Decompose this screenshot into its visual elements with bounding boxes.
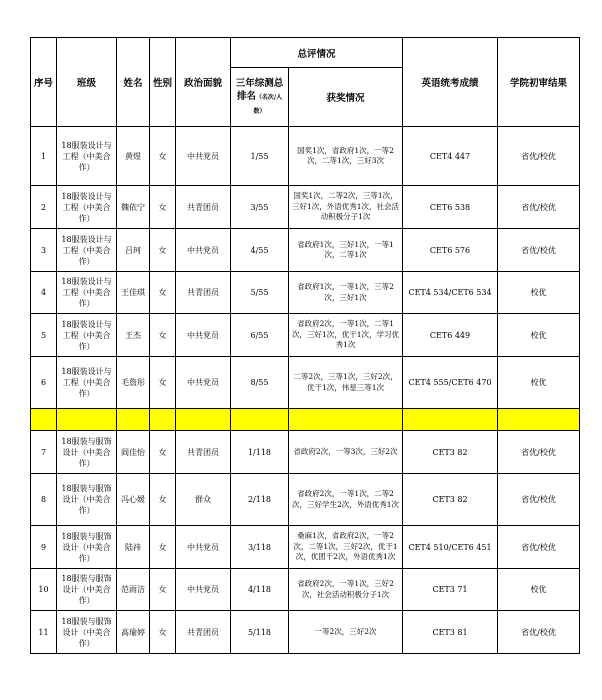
cell-name: 王杰 <box>117 314 150 357</box>
cell-name: 冯心媛 <box>117 474 150 526</box>
cell-class: 18服装设计与工程（中美合作） <box>57 314 117 357</box>
header-rank <box>231 68 289 127</box>
cell-gender: 女 <box>150 431 176 474</box>
cell-gender: 女 <box>150 127 176 186</box>
separator-cell <box>498 409 580 431</box>
cell-awards: 桑麻1次，省政府2次，一等2次，二等1次，三好2次，优干1次，优团干2次，外语优秀1次 <box>289 526 403 569</box>
header-rank-main: 三年综测总排名 <box>235 77 284 102</box>
cell-english: CET6 576 <box>403 229 498 272</box>
cell-class: 18服装与服饰设计（中美合作） <box>57 569 117 611</box>
header-row-1 <box>31 38 580 68</box>
cell-awards: 国奖1次，省政府1次，一等2次，二等1次，三好3次 <box>289 127 403 186</box>
cell-review: 省优/校优 <box>498 474 580 526</box>
cell-political: 中共党员 <box>176 314 231 357</box>
cell-english: CET4 555/CET6 470 <box>403 357 498 409</box>
cell-awards: 省政府2次，一等1次，二等2次，三好学生2次，外语优秀1次 <box>289 474 403 526</box>
cell-rank: 8/55 <box>231 357 289 409</box>
header-awards: 获奖情况 <box>289 68 403 127</box>
cell-political: 中共党员 <box>176 229 231 272</box>
cell-political: 共青团员 <box>176 272 231 314</box>
cell-awards: 省政府1次，三好1次，一等1次，二等1次 <box>289 229 403 272</box>
cell-english: CET6 538 <box>403 186 498 229</box>
header-name: 姓名 <box>117 38 150 127</box>
cell-gender: 女 <box>150 186 176 229</box>
cell-review: 校优 <box>498 272 580 314</box>
cell-rank: 4/118 <box>231 569 289 611</box>
cell-rank: 3/55 <box>231 186 289 229</box>
cell-name: 高瑜婷 <box>117 611 150 654</box>
cell-rank: 5/55 <box>231 272 289 314</box>
separator-cell <box>289 409 403 431</box>
cell-awards: 一等2次，三好2次 <box>289 611 403 654</box>
cell-class: 18服装与服饰设计（中美合作） <box>57 526 117 569</box>
cell-no: 1 <box>31 127 57 186</box>
header-gender: 性别 <box>150 38 176 127</box>
header-political: 政治面貌 <box>176 38 231 127</box>
table-row <box>31 186 580 229</box>
cell-political: 中共党员 <box>176 526 231 569</box>
separator-cell <box>150 409 176 431</box>
cell-political: 共青团员 <box>176 611 231 654</box>
header-review: 学院初审结果 <box>498 38 580 127</box>
cell-awards: 省政府2次，一等3次，三好2次 <box>289 431 403 474</box>
cell-rank: 1/55 <box>231 127 289 186</box>
cell-class: 18服装设计与工程（中美合作） <box>57 229 117 272</box>
cell-review: 省优/校优 <box>498 127 580 186</box>
cell-awards: 国奖1次，二等2次，三等1次，三好1次，外语优秀1次，社会活动积极分子1次 <box>289 186 403 229</box>
table-row <box>31 272 580 314</box>
separator-cell <box>231 409 289 431</box>
cell-english: CET3 82 <box>403 474 498 526</box>
header-overall-group: 总评情况 <box>231 38 403 68</box>
header-rank-note: （名次/人数） <box>253 93 283 115</box>
cell-class: 18服装设计与工程（中美合作） <box>57 127 117 186</box>
table-row <box>31 474 580 526</box>
cell-english: CET6 449 <box>403 314 498 357</box>
cell-review: 省优/校优 <box>498 431 580 474</box>
cell-political: 中共党员 <box>176 357 231 409</box>
student-table <box>30 37 580 654</box>
cell-english: CET4 534/CET6 534 <box>403 272 498 314</box>
cell-rank: 4/55 <box>231 229 289 272</box>
cell-rank: 5/118 <box>231 611 289 654</box>
table-row <box>31 569 580 611</box>
cell-rank: 3/118 <box>231 526 289 569</box>
cell-class: 18服装与服饰设计（中美合作） <box>57 431 117 474</box>
separator-cell <box>117 409 150 431</box>
cell-rank: 1/118 <box>231 431 289 474</box>
cell-no: 10 <box>31 569 57 611</box>
cell-name: 魏依宁 <box>117 186 150 229</box>
cell-gender: 女 <box>150 357 176 409</box>
cell-review: 省优/校优 <box>498 186 580 229</box>
cell-no: 8 <box>31 474 57 526</box>
cell-name: 范雨洁 <box>117 569 150 611</box>
cell-political: 中共党员 <box>176 127 231 186</box>
table-row <box>31 314 580 357</box>
cell-gender: 女 <box>150 272 176 314</box>
cell-english: CET4 510/CET6 451 <box>403 526 498 569</box>
cell-awards: 省政府2次，一等1次，三好2次，社会活动积极分子1次 <box>289 569 403 611</box>
highlight-separator-row <box>31 409 580 431</box>
cell-review: 校优 <box>498 314 580 357</box>
cell-political: 共青团员 <box>176 186 231 229</box>
cell-review: 校优 <box>498 357 580 409</box>
separator-cell <box>31 409 57 431</box>
cell-awards: 二等2次，三等1次，三好2次，优干1次，伟星三等1次 <box>289 357 403 409</box>
cell-class: 18服装与服饰设计（中美合作） <box>57 611 117 654</box>
table-row <box>31 431 580 474</box>
cell-awards: 省政府1次，一等1次，三等2次，三好1次 <box>289 272 403 314</box>
cell-political: 共青团员 <box>176 431 231 474</box>
table-row <box>31 357 580 409</box>
cell-english: CET4 447 <box>403 127 498 186</box>
cell-no: 3 <box>31 229 57 272</box>
cell-gender: 女 <box>150 474 176 526</box>
cell-class: 18服装设计与工程（中美合作） <box>57 357 117 409</box>
cell-class: 18服装与服饰设计（中美合作） <box>57 474 117 526</box>
separator-cell <box>176 409 231 431</box>
cell-political: 群众 <box>176 474 231 526</box>
cell-rank: 6/55 <box>231 314 289 357</box>
cell-rank: 2/118 <box>231 474 289 526</box>
cell-no: 2 <box>31 186 57 229</box>
header-no: 序号 <box>31 38 57 127</box>
separator-cell <box>57 409 117 431</box>
cell-no: 6 <box>31 357 57 409</box>
cell-review: 省优/校优 <box>498 229 580 272</box>
cell-class: 18服装设计与工程（中美合作） <box>57 272 117 314</box>
cell-name: 陆祎 <box>117 526 150 569</box>
cell-english: CET3 81 <box>403 611 498 654</box>
cell-name: 吕珂 <box>117 229 150 272</box>
cell-name: 黄煜 <box>117 127 150 186</box>
cell-gender: 女 <box>150 314 176 357</box>
cell-review: 校优 <box>498 569 580 611</box>
cell-no: 7 <box>31 431 57 474</box>
cell-awards: 省政府2次，一等1次，二等1次，三好1次，优干1次，学习优秀1次 <box>289 314 403 357</box>
cell-gender: 女 <box>150 611 176 654</box>
cell-name: 毛詹彤 <box>117 357 150 409</box>
table-row <box>31 526 580 569</box>
cell-no: 5 <box>31 314 57 357</box>
cell-gender: 女 <box>150 229 176 272</box>
cell-class: 18服装设计与工程（中美合作） <box>57 186 117 229</box>
cell-name: 王佳琪 <box>117 272 150 314</box>
cell-no: 9 <box>31 526 57 569</box>
cell-gender: 女 <box>150 526 176 569</box>
cell-english: CET3 71 <box>403 569 498 611</box>
cell-no: 11 <box>31 611 57 654</box>
header-english: 英语统考成绩 <box>403 38 498 127</box>
cell-political: 中共党员 <box>176 569 231 611</box>
table-row <box>31 611 580 654</box>
cell-english: CET3 82 <box>403 431 498 474</box>
cell-review: 省优/校优 <box>498 526 580 569</box>
cell-gender: 女 <box>150 569 176 611</box>
table-row <box>31 127 580 186</box>
cell-no: 4 <box>31 272 57 314</box>
cell-name: 阎佳怡 <box>117 431 150 474</box>
table-row <box>31 229 580 272</box>
separator-cell <box>403 409 498 431</box>
header-class: 班级 <box>57 38 117 127</box>
cell-review: 省优/校优 <box>498 611 580 654</box>
